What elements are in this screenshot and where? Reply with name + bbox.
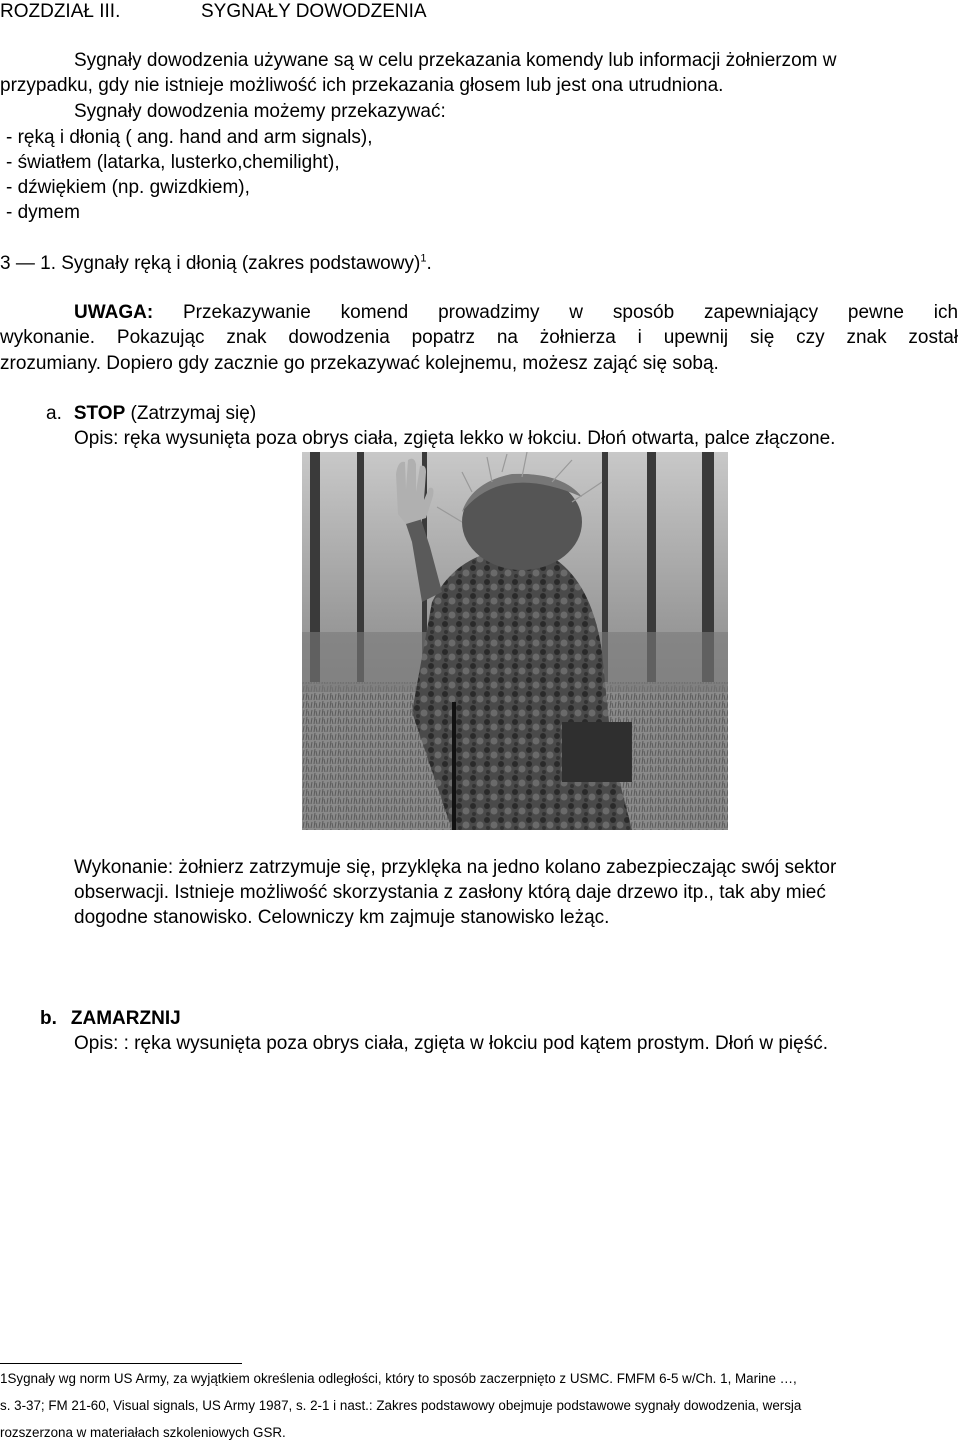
signal-a-description: Opis: ręka wysunięta poza obrys ciała, zgięta lekko w łokciu. Dłoń otwarta, palce złączone. bbox=[74, 428, 836, 449]
signal-a-execution-2: obserwacji. Istnieje możliwość skorzystania z zasłony którą daje drzewo itp., tak aby mieć bbox=[74, 882, 826, 903]
note-label: UWAGA: bbox=[74, 302, 154, 323]
signal-a-letter: a. bbox=[46, 403, 62, 424]
section-heading-text: 3 — 1. Sygnały ręką i dłonią (zakres podstawowy) bbox=[0, 253, 421, 274]
stop-signal-photo bbox=[302, 452, 728, 830]
list-item: - dźwiękiem (np. gwizdkiem), bbox=[6, 177, 250, 198]
note-line-1: UWAGA: Przekazywanie komend prowadzimy w sposób zapewniający pewne ich bbox=[74, 302, 959, 323]
list-item: - dymem bbox=[6, 202, 80, 223]
signal-b-letter: b. bbox=[40, 1008, 57, 1029]
footnote-separator bbox=[0, 1363, 242, 1364]
footnote-line-1: 1Sygnały wg norm US Army, za wyjątkiem określenia odległości, który to sposób zaczerpnięto z USMC. FMFM 6-5 w/Ch. 1, Marine …, bbox=[0, 1371, 797, 1386]
footnote-line-2: s. 3-37; FM 21-60, Visual signals, US Army 1987, s. 2-1 i nast.: Zakres podstawowy obejmuje podstawowe sygnały dowodzenia, wersja bbox=[0, 1398, 802, 1413]
list-item: - ręką i dłonią ( ang. hand and arm signals), bbox=[6, 127, 373, 148]
signal-a-execution-1: Wykonanie: żołnierz zatrzymuje się, przyklęka na jedno kolano zabezpieczając swój sektor bbox=[74, 857, 837, 878]
list-item: - światłem (latarka, lusterko,chemilight), bbox=[6, 152, 340, 173]
footnote-ref: 1 bbox=[420, 252, 427, 265]
note-line-3: zrozumiany. Dopiero gdy zacznie go przekazywać kolejnemu, możesz zająć się sobą. bbox=[0, 353, 719, 374]
intro-line-1: Sygnały dowodzenia używane są w celu przekazania komendy lub informacji żołnierzom w bbox=[74, 50, 837, 71]
intro-line-3: Sygnały dowodzenia możemy przekazywać: bbox=[74, 101, 446, 122]
chapter-label: ROZDZIAŁ III. bbox=[0, 1, 121, 22]
signal-a-name: STOP bbox=[73, 403, 126, 424]
signal-b-description: Opis: : ręka wysunięta poza obrys ciała, zgięta w łokciu pod kątem prostym. Dłoń w pięść. bbox=[74, 1033, 828, 1054]
note-line-2: wykonanie. Pokazując znak dowodzenia popatrz na żołnierza i upewnij się czy znak został bbox=[0, 327, 959, 348]
footnote-line-3: rozszerzona w materiałach szkoleniowych GSR. bbox=[0, 1425, 286, 1440]
intro-line-2: przypadku, gdy nie istnieje możliwość ich przekazania głosem lub jest ona utrudniona. bbox=[0, 75, 724, 96]
signal-b-heading bbox=[40, 1008, 181, 1030]
signal-a-execution-3: dogodne stanowisko. Celowniczy km zajmuje stanowisko leżąc. bbox=[74, 907, 610, 928]
page-title: SYGNAŁY DOWODZENIA bbox=[201, 1, 427, 22]
section-heading-end: . bbox=[426, 253, 432, 274]
signal-a-name-note: (Zatrzymaj się) bbox=[125, 403, 257, 424]
section-heading bbox=[0, 253, 432, 275]
signal-a-heading bbox=[46, 403, 256, 425]
signal-b-name: ZAMARZNIJ bbox=[70, 1008, 181, 1029]
